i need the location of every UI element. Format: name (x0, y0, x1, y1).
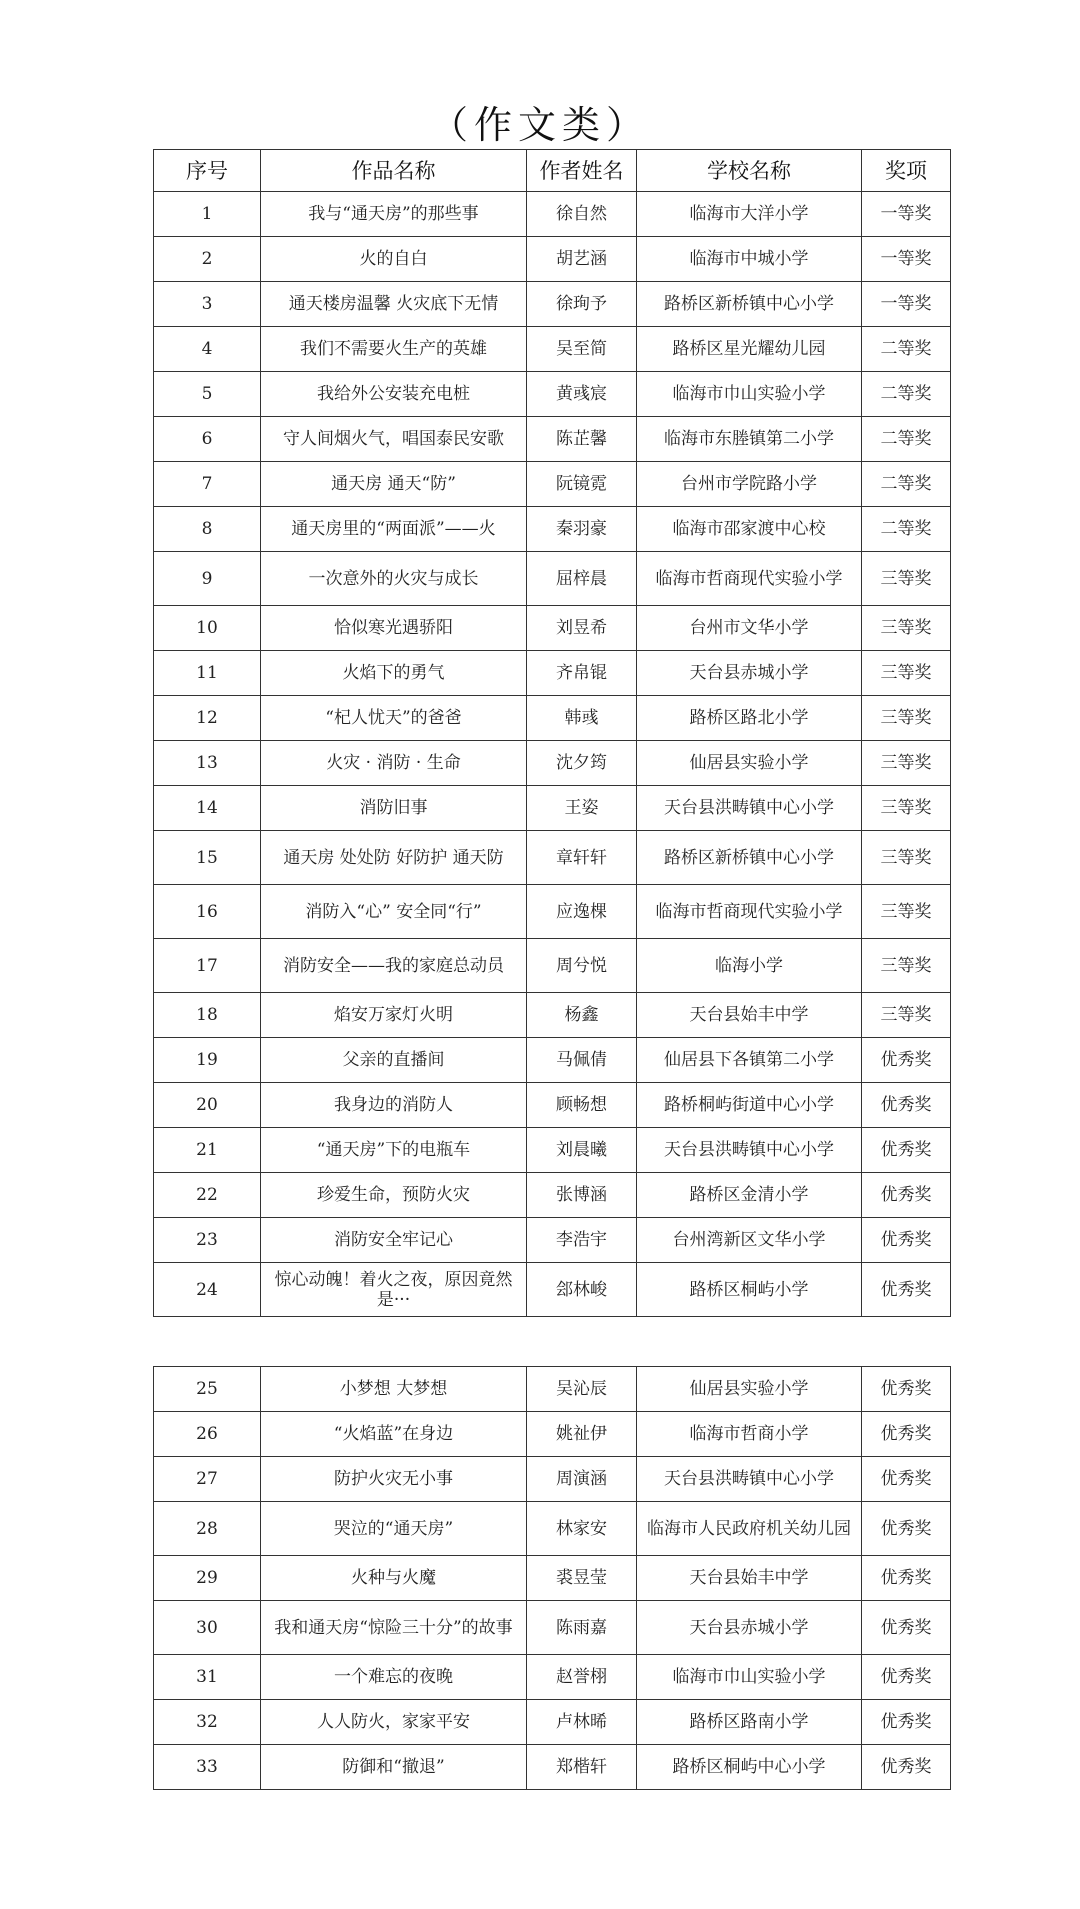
row-award: 三等奖 (862, 786, 951, 831)
row-school: 临海小学 (637, 939, 862, 993)
table-row (154, 1655, 951, 1700)
row-author: 屈梓晨 (527, 552, 637, 606)
row-award: 优秀奖 (862, 1367, 951, 1412)
row-school: 临海市大洋小学 (637, 192, 862, 237)
row-school: 临海市邵家渡中心校 (637, 507, 862, 552)
row-school: 临海市哲商现代实验小学 (637, 552, 862, 606)
row-author: 沈夕筠 (527, 741, 637, 786)
row-school: 路桥区新桥镇中心小学 (637, 282, 862, 327)
row-work-title: 父亲的直播间 (261, 1038, 527, 1083)
header-author: 作者姓名 (527, 150, 637, 192)
row-school: 仙居县实验小学 (637, 1367, 862, 1412)
row-author: 吴至简 (527, 327, 637, 372)
row-work-title: 小梦想 大梦想 (261, 1367, 527, 1412)
row-work-title: 火灾 · 消防 · 生命 (261, 741, 527, 786)
row-school: 临海市中城小学 (637, 237, 862, 282)
header-school: 学校名称 (637, 150, 862, 192)
row-author: 周演涵 (527, 1457, 637, 1502)
row-work-title: 哭泣的“通天房” (261, 1502, 527, 1556)
table-row (154, 1218, 951, 1263)
row-award: 优秀奖 (862, 1263, 951, 1317)
row-work-title: 消防安全牢记心 (261, 1218, 527, 1263)
table-row (154, 1367, 951, 1412)
row-school: 天台县始丰中学 (637, 1556, 862, 1601)
row-author: 吴沁辰 (527, 1367, 637, 1412)
table-row (154, 1412, 951, 1457)
row-work-title: 人人防火，家家平安 (261, 1700, 527, 1745)
row-author: 秦羽豪 (527, 507, 637, 552)
row-seq: 18 (154, 993, 261, 1038)
row-school: 天台县洪畴镇中心小学 (637, 1128, 862, 1173)
table-row (154, 1457, 951, 1502)
table-row (154, 1083, 951, 1128)
header-seq: 序号 (154, 150, 261, 192)
row-author: 林家安 (527, 1502, 637, 1556)
row-author: 周兮悦 (527, 939, 637, 993)
row-school: 天台县赤城小学 (637, 1601, 862, 1655)
row-work-title: 火种与火魔 (261, 1556, 527, 1601)
row-award: 优秀奖 (862, 1128, 951, 1173)
row-work-title: 火的自白 (261, 237, 527, 282)
row-seq: 9 (154, 552, 261, 606)
row-school: 台州湾新区文华小学 (637, 1218, 862, 1263)
row-author: 王姿 (527, 786, 637, 831)
row-award: 一等奖 (862, 192, 951, 237)
row-work-title: 守人间烟火气，唱国泰民安歌 (261, 417, 527, 462)
row-school: 路桥区星光耀幼儿园 (637, 327, 862, 372)
table-row (154, 327, 951, 372)
row-author: 黄彧宸 (527, 372, 637, 417)
row-award: 三等奖 (862, 606, 951, 651)
row-work-title: 消防安全——我的家庭总动员 (261, 939, 527, 993)
row-school: 临海市巾山实验小学 (637, 372, 862, 417)
row-author: 应逸棵 (527, 885, 637, 939)
page-title: （作文类） (429, 103, 650, 147)
row-work-title: 我给外公安装充电桩 (261, 372, 527, 417)
row-award: 优秀奖 (862, 1655, 951, 1700)
row-work-title: “杞人忧天”的爸爸 (261, 696, 527, 741)
table-row (154, 237, 951, 282)
row-seq: 27 (154, 1457, 261, 1502)
row-award: 二等奖 (862, 462, 951, 507)
row-award: 二等奖 (862, 507, 951, 552)
row-award: 一等奖 (862, 282, 951, 327)
row-author: 卢林晞 (527, 1700, 637, 1745)
table-row (154, 1502, 951, 1556)
header-award: 奖项 (862, 150, 951, 192)
row-author: 马佩倩 (527, 1038, 637, 1083)
row-award: 三等奖 (862, 696, 951, 741)
row-seq: 7 (154, 462, 261, 507)
row-seq: 31 (154, 1655, 261, 1700)
row-school: 临海市东塍镇第二小学 (637, 417, 862, 462)
row-seq: 1 (154, 192, 261, 237)
row-author: 杨鑫 (527, 993, 637, 1038)
row-seq: 24 (154, 1263, 261, 1317)
row-seq: 30 (154, 1601, 261, 1655)
table-row (154, 696, 951, 741)
row-seq: 21 (154, 1128, 261, 1173)
table-row (154, 1601, 951, 1655)
row-seq: 23 (154, 1218, 261, 1263)
row-award: 三等奖 (862, 993, 951, 1038)
row-award: 三等奖 (862, 831, 951, 885)
row-author: 张博涵 (527, 1173, 637, 1218)
row-school: 天台县赤城小学 (637, 651, 862, 696)
table-row (154, 1263, 951, 1317)
table-row (154, 507, 951, 552)
row-school: 天台县始丰中学 (637, 993, 862, 1038)
table-row (154, 192, 951, 237)
table-row (154, 1173, 951, 1218)
table-row (154, 993, 951, 1038)
row-seq: 14 (154, 786, 261, 831)
row-seq: 10 (154, 606, 261, 651)
row-award: 二等奖 (862, 327, 951, 372)
row-school: 路桥区金清小学 (637, 1173, 862, 1218)
row-seq: 8 (154, 507, 261, 552)
table-row (154, 417, 951, 462)
row-work-title: 防御和“撤退” (261, 1745, 527, 1790)
row-seq: 4 (154, 327, 261, 372)
row-author: 徐珣予 (527, 282, 637, 327)
row-school: 路桥区桐屿中心小学 (637, 1745, 862, 1790)
row-author: 阮镜霓 (527, 462, 637, 507)
row-award: 优秀奖 (862, 1745, 951, 1790)
table-header-row (154, 150, 951, 192)
header-work: 作品名称 (261, 150, 527, 192)
row-award: 优秀奖 (862, 1218, 951, 1263)
table-row (154, 1128, 951, 1173)
row-school: 天台县洪畴镇中心小学 (637, 1457, 862, 1502)
row-author: 徐自然 (527, 192, 637, 237)
table-row (154, 1700, 951, 1745)
table-row (154, 1038, 951, 1083)
row-award: 二等奖 (862, 372, 951, 417)
row-award: 三等奖 (862, 741, 951, 786)
row-work-title: 恰似寒光遇骄阳 (261, 606, 527, 651)
row-award: 二等奖 (862, 417, 951, 462)
row-work-title: 防护火灾无小事 (261, 1457, 527, 1502)
row-school: 仙居县下各镇第二小学 (637, 1038, 862, 1083)
row-seq: 22 (154, 1173, 261, 1218)
row-work-title: 火焰下的勇气 (261, 651, 527, 696)
row-work-title: 焰安万家灯火明 (261, 993, 527, 1038)
row-school: 临海市巾山实验小学 (637, 1655, 862, 1700)
table-row (154, 831, 951, 885)
row-school: 临海市人民政府机关幼儿园 (637, 1502, 862, 1556)
row-award: 优秀奖 (862, 1083, 951, 1128)
row-seq: 5 (154, 372, 261, 417)
table-row (154, 372, 951, 417)
row-author: 韩彧 (527, 696, 637, 741)
row-seq: 26 (154, 1412, 261, 1457)
row-seq: 29 (154, 1556, 261, 1601)
row-author: 齐帛锟 (527, 651, 637, 696)
row-seq: 2 (154, 237, 261, 282)
table-row (154, 282, 951, 327)
row-author: 顾畅想 (527, 1083, 637, 1128)
row-seq: 16 (154, 885, 261, 939)
row-work-title: 消防入“心” 安全同“行” (261, 885, 527, 939)
table-row (154, 1556, 951, 1601)
row-author: 陈芷馨 (527, 417, 637, 462)
row-school: 路桥区路南小学 (637, 1700, 862, 1745)
row-author: 胡艺涵 (527, 237, 637, 282)
row-work-title: 我身边的消防人 (261, 1083, 527, 1128)
row-work-title: “通天房”下的电瓶车 (261, 1128, 527, 1173)
row-author: 郐林峻 (527, 1263, 637, 1317)
row-author: 李浩宇 (527, 1218, 637, 1263)
row-work-title: 一次意外的火灾与成长 (261, 552, 527, 606)
row-seq: 15 (154, 831, 261, 885)
table-row (154, 939, 951, 993)
row-award: 优秀奖 (862, 1173, 951, 1218)
table-row (154, 651, 951, 696)
row-award: 优秀奖 (862, 1556, 951, 1601)
row-award: 优秀奖 (862, 1700, 951, 1745)
row-work-title: 通天楼房温馨 火灾底下无情 (261, 282, 527, 327)
row-school: 路桥区桐屿小学 (637, 1263, 862, 1317)
row-author: 裘昱莹 (527, 1556, 637, 1601)
row-work-title: 通天房里的“两面派”——火 (261, 507, 527, 552)
row-school: 仙居县实验小学 (637, 741, 862, 786)
row-seq: 12 (154, 696, 261, 741)
row-author: 陈雨嘉 (527, 1601, 637, 1655)
row-school: 路桥区路北小学 (637, 696, 862, 741)
row-work-title: 我和通天房“惊险三十分”的故事 (261, 1601, 527, 1655)
row-award: 三等奖 (862, 651, 951, 696)
row-seq: 11 (154, 651, 261, 696)
row-author: 章轩轩 (527, 831, 637, 885)
table-row (154, 606, 951, 651)
award-table-part-2 (153, 1366, 951, 1790)
row-work-title: 一个难忘的夜晚 (261, 1655, 527, 1700)
row-award: 优秀奖 (862, 1457, 951, 1502)
row-award: 三等奖 (862, 939, 951, 993)
row-seq: 33 (154, 1745, 261, 1790)
row-award: 一等奖 (862, 237, 951, 282)
row-school: 临海市哲商现代实验小学 (637, 885, 862, 939)
row-work-title: 我与“通天房”的那些事 (261, 192, 527, 237)
row-award: 优秀奖 (862, 1412, 951, 1457)
row-award: 优秀奖 (862, 1601, 951, 1655)
row-school: 台州市学院路小学 (637, 462, 862, 507)
table-row (154, 885, 951, 939)
row-award: 优秀奖 (862, 1038, 951, 1083)
row-work-title: “火焰蓝”在身边 (261, 1412, 527, 1457)
row-author: 姚祉伊 (527, 1412, 637, 1457)
row-work-title: 我们不需要火生产的英雄 (261, 327, 527, 372)
row-award: 三等奖 (862, 552, 951, 606)
row-seq: 6 (154, 417, 261, 462)
row-seq: 17 (154, 939, 261, 993)
table-row (154, 741, 951, 786)
row-school: 路桥区新桥镇中心小学 (637, 831, 862, 885)
row-seq: 20 (154, 1083, 261, 1128)
row-author: 刘昱希 (527, 606, 637, 651)
row-award: 三等奖 (862, 885, 951, 939)
row-school: 台州市文华小学 (637, 606, 862, 651)
table-row (154, 786, 951, 831)
row-author: 刘晨曦 (527, 1128, 637, 1173)
row-school: 临海市哲商小学 (637, 1412, 862, 1457)
table-row (154, 1745, 951, 1790)
row-author: 赵誉栩 (527, 1655, 637, 1700)
row-school: 天台县洪畴镇中心小学 (637, 786, 862, 831)
row-work-title: 通天房 通天“防” (261, 462, 527, 507)
row-seq: 25 (154, 1367, 261, 1412)
table-row (154, 462, 951, 507)
row-seq: 13 (154, 741, 261, 786)
row-seq: 3 (154, 282, 261, 327)
row-work-title: 通天房 处处防 好防护 通天防 (261, 831, 527, 885)
row-award: 优秀奖 (862, 1502, 951, 1556)
row-seq: 32 (154, 1700, 261, 1745)
table-row (154, 552, 951, 606)
row-work-title: 惊心动魄！着火之夜，原因竟然是··· (261, 1263, 527, 1317)
row-work-title: 消防旧事 (261, 786, 527, 831)
row-school: 路桥桐屿街道中心小学 (637, 1083, 862, 1128)
row-work-title: 珍爱生命，预防火灾 (261, 1173, 527, 1218)
award-table-part-1 (153, 149, 951, 1317)
row-seq: 19 (154, 1038, 261, 1083)
row-author: 郑楷轩 (527, 1745, 637, 1790)
row-seq: 28 (154, 1502, 261, 1556)
